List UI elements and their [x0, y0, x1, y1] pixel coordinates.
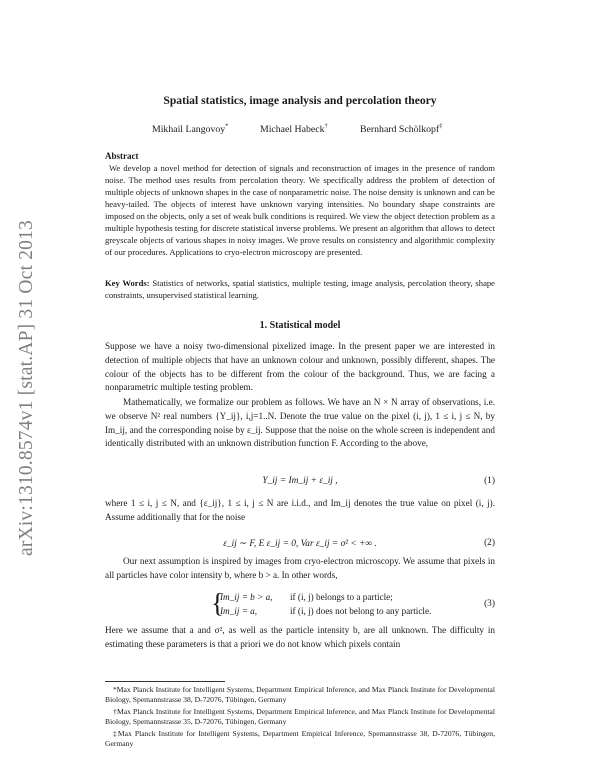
equation-3-case-1-lhs: Im_ij = b > a, — [220, 592, 273, 602]
footnote-3 — [105, 729, 495, 749]
paper-title: Spatial statistics, image analysis and percolation theory — [163, 94, 437, 107]
author-mark: * — [225, 122, 229, 130]
author-name: Michael Habeck — [260, 124, 325, 135]
paragraph-2-text: Mathematically, we formalize our problem as follows. We have an N × N array of observations, i.e. we observe N² real numbers {Y_ij}, i,j=1..N. Denote the true value on the pixel (i, j), 1 ≤ i, j ≤ N, by Im_ij, and the corresponding noise by ε_ij. Suppose that the noise on the whole screen is independent and identically distributed with an unknown distribution function F. According to the above, — [105, 397, 495, 449]
equation-3 — [105, 590, 495, 620]
equation-3-brace: { — [211, 588, 224, 618]
footnote-2-text: †Max Planck Institute for Intelligent Systems, Department Empirical Inference, and Max Planck Institute for Developmental Biology, Spemannstrasse 35, D-72076, Tübingen, Germany — [105, 707, 495, 727]
footnote-2 — [105, 707, 495, 727]
paragraph-5-text: Here we assume that a and σ², as well as the particle intensity b, are all unknown. The difficulty in estimating these parameters is that a priori we do not know which pixels contain — [105, 625, 495, 649]
equation-3-case-2-cond: if (i, j) does not belong to any particle. — [290, 606, 432, 616]
paragraph-3-text: where 1 ≤ i, j ≤ N, and {ε_ij}, 1 ≤ i, j ≤ N are i.i.d., and Im_ij denotes the true value on pixel (i, j). Assume additionally that for the noise — [105, 498, 495, 522]
author-name: Mikhail Langovoy — [152, 124, 226, 135]
section-title: 1. Statistical model — [259, 320, 341, 331]
arxiv-identifier: arXiv:1310.8574v1 [stat.AP] 31 Oct 2013 — [16, 220, 37, 557]
equation-2-number: (2) — [484, 538, 495, 548]
paragraph-1 — [105, 340, 495, 395]
paragraph-4-text: Our next assumption is inspired by images from cryo-electron microscopy. We assume that pixels in all particles have color intensity b, where b > a. In other words, — [105, 556, 495, 580]
author-mark: † — [324, 122, 328, 130]
author-1 — [152, 124, 228, 135]
author-name: Bernhard Schölkopf — [360, 124, 440, 135]
equation-3-number: (3) — [484, 599, 495, 609]
abstract-heading: Abstract — [105, 151, 139, 161]
paragraph-5 — [105, 624, 495, 652]
author-2 — [260, 124, 328, 135]
author-mark: ‡ — [439, 122, 443, 130]
footnote-1-text: *Max Planck Institute for Intelligent Systems, Department Empirical Inference, and Max Planck Institute for Developmental Biology, Spemannstrasse 38, D-72076, Tübingen, Germany — [105, 685, 495, 705]
keywords-text: Statistics of networks, spatial statistics, multiple testing, image analysis, percolation theory, shape constraints, unsupervised statistical learning. — [105, 278, 495, 300]
keywords — [105, 277, 495, 301]
paragraph-1-text: Suppose we have a noisy two-dimensional pixelized image. In the present paper we are interested in detection of multiple objects that have an unknown colour and unknown, possibly different, shapes. The colour of the objects has to be different from the colour of the background. Thus, we are facing a nonparametric multiple testing problem. — [105, 341, 495, 393]
keywords-label: Key Words: — [105, 278, 150, 288]
paragraph-4 — [105, 555, 495, 583]
abstract-text: We develop a novel method for detection of signals and reconstruction of images in the presence of random noise. The method uses results from percolation theory. We specifically address the problem of detection of multiple objects of unknown shapes in the case of nonparametric noise. The noise density is unknown and can be heavy-tailed. The objects of interest have unknown varying intensities. No boundary shape constraints are imposed on the objects, only a set of weak bulk conditions is required. We view the object detection problem as a multiple hypothesis testing for discrete statistical inverse problems. We present an algorithm that allows to detect greyscale objects of various shapes in noisy images. We prove results on consistency and algorithmic complexity of our procedures. Applications to cryo-electron microscopy are presented. — [105, 163, 495, 257]
equation-1-number: (1) — [484, 476, 495, 486]
equation-3-case-1-cond: if (i, j) belongs to a particle; — [290, 592, 393, 602]
footnote-1 — [105, 685, 495, 705]
equation-3-case-2-lhs: Im_ij = a, — [220, 606, 258, 616]
footnote-3-text: ‡Max Planck Institute for Intelligent Systems, Department Empirical Inference, Spemannstrasse 38, D-72076, Tübingen, Germany — [105, 729, 495, 749]
author-3 — [360, 124, 442, 135]
equation-2-body: ε_ij ∼ F, E ε_ij = 0, Var ε_ij = σ² < +∞ . — [223, 539, 377, 549]
equation-1-body: Y_ij = Im_ij + ε_ij , — [262, 476, 338, 486]
paragraph-2 — [105, 396, 495, 451]
paragraph-3 — [105, 497, 495, 525]
footnote-rule — [105, 681, 225, 682]
